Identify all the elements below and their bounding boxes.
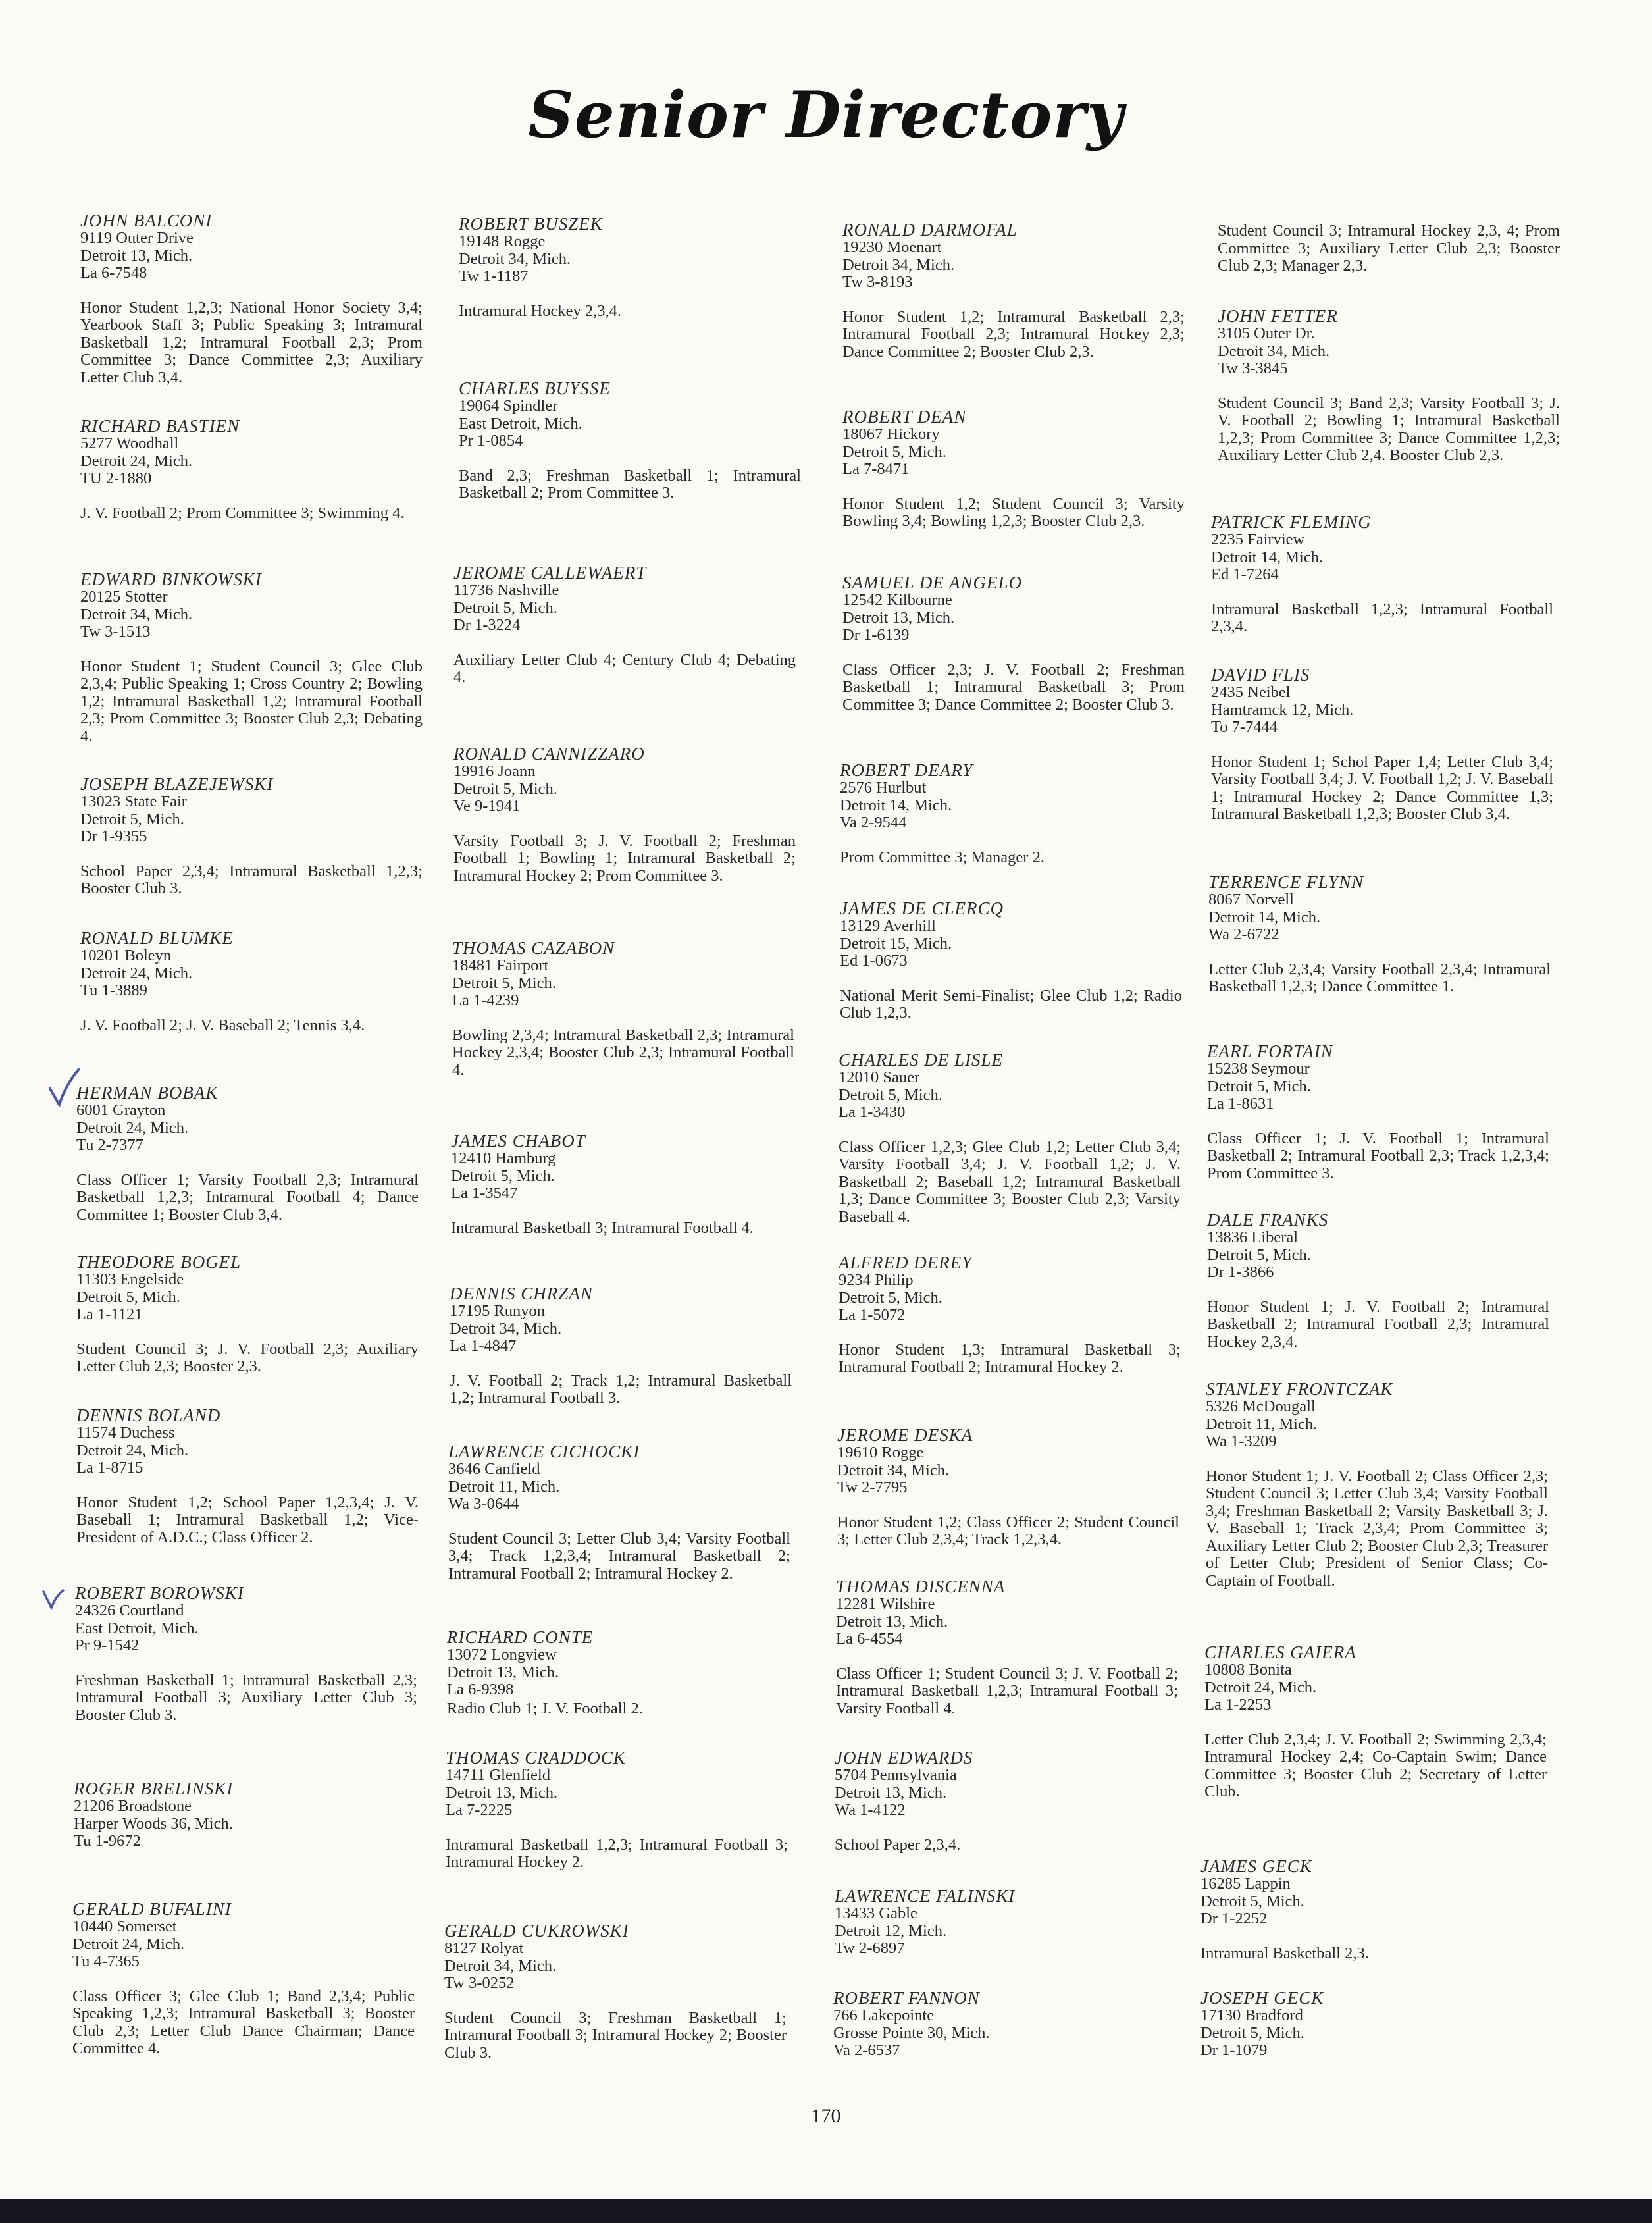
directory-entry <box>80 212 423 386</box>
activities: Class Officer 1,2,3; Glee Club 1,2; Letter Club 3,4; Varsity Football 3,4; J. V. Football 1,2; J. V. Basketball 2; Baseball 1,2; Intramural Basketball 1,3; Dance Committee 3; Booster Club 2,3; Varsity Baseball 4. <box>839 1138 1181 1226</box>
activities: National Merit Semi-Finalist; Glee Club 1,2; Radio Club 1,2,3. <box>840 986 1182 1022</box>
street-address: 9119 Outer Drive <box>80 229 194 247</box>
directory-entry <box>839 1254 1181 1376</box>
phone: Tw 3-0252 <box>444 1974 515 1992</box>
city: Detroit 34, Mich. <box>450 1319 562 1338</box>
street-address: 15238 Seymour <box>1207 1060 1310 1078</box>
directory-entry <box>840 762 1182 866</box>
phone: Wa 3-0644 <box>448 1495 519 1513</box>
phone: La 1-3430 <box>839 1103 906 1121</box>
directory-entry <box>72 1900 415 2058</box>
street-address: 766 Lakepointe <box>833 2006 935 2024</box>
street-address: 16285 Lappin <box>1200 1875 1291 1893</box>
city: Detroit 14, Mich. <box>840 796 952 814</box>
street-address: 5704 Pennsylvania <box>835 1766 957 1784</box>
activities: Band 2,3; Freshman Basketball 1; Intramural Basketball 2; Prom Committee 3. <box>459 466 801 502</box>
directory-entry <box>76 1084 419 1224</box>
student-name: JOHN BALCONI <box>80 211 213 230</box>
student-name: RONALD BLUMKE <box>80 928 234 948</box>
phone: Tu 1-3889 <box>80 981 147 999</box>
activities: Class Officer 1; Student Council 3; J. V. Football 2; Intramural Basketball 1,2,3; Intramural Football 3; Varsity Football 4. <box>836 1664 1178 1717</box>
directory-entry <box>1204 1644 1547 1801</box>
street-address: 13836 Liberal <box>1207 1228 1299 1246</box>
phone: La 6-7548 <box>80 264 147 282</box>
activities: Honor Student 1,2; Intramural Basketball 2,3; Intramural Football 2,3; Intramural Hockey 2,3; Dance Committee 2; Booster Club 2,3. <box>842 307 1185 361</box>
student-name: TERRENCE FLYNN <box>1208 872 1364 892</box>
student-name: THOMAS CAZABON <box>452 938 615 958</box>
activities: Honor Student 1; Student Council 3; Glee Club 2,3,4; Public Speaking 1; Cross Country 2; Bowling 1,2; Intramural Basketball 1,2; Intramural Football 2,3; Prom Committee 3; Booster Club 2,3; Debating 4. <box>80 657 423 745</box>
student-name: EARL FORTAIN <box>1207 1041 1333 1061</box>
student-name: THOMAS DISCENNA <box>836 1577 1006 1596</box>
directory-entry <box>835 1749 1177 1854</box>
phone: Wa 1-4122 <box>835 1801 906 1819</box>
activities: J. V. Football 2; J. V. Baseball 2; Tennis 3,4. <box>80 1016 365 1034</box>
student-name: JOSEPH BLAZEJEWSKI <box>80 774 274 794</box>
city: Detroit 5, Mich. <box>1207 1245 1311 1264</box>
city: Detroit 24, Mich. <box>80 964 193 982</box>
student-name: RONALD CANNIZZARO <box>453 744 645 764</box>
phone: La 7-8471 <box>842 460 910 478</box>
student-name: DENNIS CHRZAN <box>450 1284 593 1303</box>
city: Detroit 5, Mich. <box>80 810 184 828</box>
directory-entry <box>80 571 423 745</box>
street-address: 13072 Longview <box>447 1646 557 1663</box>
activities: Student Council 3; Letter Club 3,4; Varsity Football 3,4; Track 1,2,3,4; Intramural Basketball 2; Intramural Football 2; Intramural Hockey 2. <box>448 1529 790 1582</box>
activities: Bowling 2,3,4; Intramural Basketball 2,3; Intramural Hockey 2,3,4; Booster Club 2,3; Intramural Football 4. <box>452 1026 794 1079</box>
directory-entry <box>1200 1858 1543 1962</box>
phone: TU 2-1880 <box>80 469 152 487</box>
street-address: 18481 Fairport <box>452 956 549 974</box>
street-address: 10201 Boleyn <box>80 947 172 964</box>
directory-entry <box>450 1285 792 1407</box>
phone: Tw 2-6897 <box>835 1939 905 1957</box>
phone: Dr 1-9355 <box>80 827 147 845</box>
student-name: ROBERT BUSZEK <box>459 214 603 234</box>
street-address: 21206 Broadstone <box>74 1797 192 1815</box>
student-name: RICHARD CONTE <box>447 1627 594 1647</box>
city: East Detroit, Mich. <box>459 414 582 432</box>
activities: Student Council 3; J. V. Football 2,3; Auxiliary Letter Club 2,3; Booster 2,3. <box>76 1340 419 1375</box>
phone: Pr 1-0854 <box>459 432 523 450</box>
city: Detroit 13, Mich. <box>446 1783 558 1802</box>
activities: Student Council 3; Band 2,3; Varsity Football 3; J. V. Football 2; Bowling 1; Intramural Basketball 1,2,3; Prom Committee 3; Dance Committee 1,2,3; Auxiliary Letter Club 2,4. Booster Club 2,3. <box>1218 394 1560 464</box>
phone: Tw 2-7795 <box>837 1478 908 1496</box>
student-name: LAWRENCE FALINSKI <box>835 1886 1016 1906</box>
directory-entry <box>839 1051 1181 1226</box>
street-address: 19064 Spindler <box>459 397 558 415</box>
activities: Honor Student 1,2; Class Officer 2; Student Council 3; Letter Club 2,3,4; Track 1,2,3,4. <box>837 1513 1179 1548</box>
city: Detroit 5, Mich. <box>452 974 556 992</box>
city: Detroit 11, Mich. <box>448 1477 560 1496</box>
student-name: DENNIS BOLAND <box>76 1405 221 1425</box>
activities: Honor Student 1; Schol Paper 1,4; Letter Club 3,4; Varsity Football 3,4; J. V. Football 1,2; J. V. Baseball 1; Intramural Hockey 2; Dance Committee 1,3; Intramural Basketball 1,2,3; Booster Club 3,4. <box>1211 752 1553 823</box>
phone: Dr 1-3866 <box>1207 1263 1274 1281</box>
street-address: 2235 Fairview <box>1211 531 1305 548</box>
street-address: 8067 Norvell <box>1208 891 1294 908</box>
activities: School Paper 2,3,4; Intramural Basketball 1,2,3; Booster Club 3. <box>80 862 423 897</box>
student-name: JEROME CALLEWAERT <box>453 563 647 583</box>
directory-entry <box>80 417 423 522</box>
city: Detroit 14, Mich. <box>1211 548 1324 566</box>
directory-entry <box>1211 513 1553 636</box>
city: Detroit 34, Mich. <box>1218 342 1330 360</box>
activities: Intramural Basketball 1,2,3; Intramural Football 3; Intramural Hockey 2. <box>446 1835 788 1871</box>
street-address: 13023 State Fair <box>80 793 187 810</box>
activities: Letter Club 2,3,4; Varsity Football 2,3,4; Intramural Basketball 1,2,3; Dance Committee 1. <box>1208 960 1551 995</box>
city: Hamtramck 12, Mich. <box>1211 700 1354 719</box>
activities: Honor Student 1,2; Student Council 3; Varsity Bowling 3,4; Bowling 1,2,3; Booster Club 2,3. <box>842 494 1185 530</box>
directory-entry <box>80 775 423 898</box>
phone: Ed 1-7264 <box>1211 565 1279 583</box>
directory-entry <box>842 221 1185 361</box>
phone: Tw 3-1513 <box>80 623 151 641</box>
activities: Honor Student 1,2; School Paper 1,2,3,4; J. V. Baseball 1; Intramural Basketball 1,2; Vice-President of A.D.C.; Class Officer 2. <box>76 1493 419 1546</box>
activities: School Paper 2,3,4. <box>835 1835 961 1854</box>
activities: J. V. Football 2; Prom Committee 3; Swimming 4. <box>80 504 405 522</box>
phone: La 6-4554 <box>836 1630 903 1648</box>
directory-entry <box>75 1584 417 1724</box>
city: Detroit 13, Mich. <box>842 608 955 627</box>
student-name: JAMES GECK <box>1200 1856 1312 1876</box>
directory-entry <box>1207 1211 1549 1351</box>
phone: Va 2-9544 <box>840 814 907 831</box>
city: Detroit 5, Mich. <box>453 779 557 798</box>
street-address: 11736 Nashville <box>453 581 559 599</box>
student-name: DAVID FLIS <box>1211 665 1310 685</box>
phone: La 1-2253 <box>1204 1696 1272 1713</box>
street-address: 20125 Stotter <box>80 588 168 606</box>
directory-entry <box>453 745 796 885</box>
activities: Prom Committee 3; Manager 2. <box>840 848 1045 866</box>
continued-activities: Student Council 3; Intramural Hockey 2,3, 4; Prom Committee 3; Auxiliary Letter Club 2,3; Booster Club 2,3; Manager 2,3. <box>1218 222 1560 275</box>
activities: Intramural Hockey 2,3,4. <box>459 301 621 320</box>
directory-entry <box>833 1989 1175 2060</box>
student-name: JAMES CHABOT <box>451 1131 586 1151</box>
directory-entry <box>837 1426 1179 1549</box>
directory-entry <box>1211 666 1553 824</box>
phone: La 1-4847 <box>450 1337 517 1355</box>
street-address: 13129 Averhill <box>840 917 936 935</box>
city: Detroit 5, Mich. <box>453 598 557 617</box>
student-name: STANLEY FRONTCZAK <box>1206 1379 1393 1399</box>
street-address: 24326 Courtland <box>75 1602 184 1619</box>
directory-entry <box>76 1407 419 1546</box>
city: Detroit 24, Mich. <box>72 1935 185 1953</box>
street-address: 19916 Joann <box>453 762 536 780</box>
street-address: 19230 Moenart <box>842 238 942 256</box>
directory-entry <box>448 1443 790 1582</box>
directory-entry <box>76 1253 419 1376</box>
phone: Tu 4-7365 <box>72 1952 140 1970</box>
city: Harper Woods 36, Mich. <box>74 1814 233 1833</box>
student-name: ROBERT BOROWSKI <box>75 1583 244 1603</box>
directory-entry <box>452 939 794 1079</box>
city: Detroit 24, Mich. <box>80 452 193 470</box>
phone: Ve 9-1941 <box>453 797 521 815</box>
student-name: DALE FRANKS <box>1207 1210 1329 1230</box>
city: Detroit 13, Mich. <box>447 1663 559 1681</box>
student-name: RICHARD BASTIEN <box>80 416 240 436</box>
student-name: PATRICK FLEMING <box>1211 512 1372 532</box>
directory-entry <box>446 1749 788 1871</box>
street-address: 14711 Glenfield <box>446 1766 550 1784</box>
student-name: ROGER BRELINSKI <box>74 1779 234 1798</box>
activities: Honor Student 1,2,3; National Honor Society 3,4; Yearbook Staff 3; Public Speaking 3; Intramural Basketball 1,2; Intramural Football 2,3; Prom Committee 3; Dance Committee 2,3; Auxiliary Letter Club 3,4. <box>80 298 423 386</box>
activities: Intramural Basketball 2,3. <box>1200 1944 1369 1962</box>
activities: Intramural Basketball 1,2,3; Intramural Football 2,3,4. <box>1211 600 1553 635</box>
city: Detroit 5, Mich. <box>451 1166 555 1185</box>
street-address: 2576 Hurlbut <box>840 779 927 797</box>
phone: La 1-8631 <box>1207 1095 1274 1112</box>
city: Detroit 24, Mich. <box>76 1441 189 1459</box>
student-name: CHARLES BUYSSE <box>459 379 611 398</box>
activities: Varsity Football 3; J. V. Football 2; Freshman Football 1; Bowling 1; Intramural Basketball 2; Intramural Hockey 2; Prom Committee 3. <box>453 831 796 885</box>
continued-entry <box>1218 222 1560 275</box>
activities: Intramural Basketball 3; Intramural Football 4. <box>451 1218 754 1237</box>
city: Detroit 5, Mich. <box>1200 1892 1304 1910</box>
student-name: GERALD BUFALINI <box>72 1899 232 1919</box>
activities: Letter Club 2,3,4; J. V. Football 2; Swimming 2,3,4; Intramural Hockey 2,4; Co-Captain Swim; Dance Committee 3; Booster Club 2; Secretary of Letter Club. <box>1204 1730 1547 1800</box>
student-name: ALFRED DEREY <box>839 1253 973 1272</box>
street-address: 13433 Gable <box>835 1904 917 1922</box>
activities: Class Officer 2,3; J. V. Football 2; Freshman Basketball 1; Intramural Basketball 3; Prom Committee 3; Dance Committee 2; Booster Club 3. <box>842 660 1185 714</box>
city: Detroit 12, Mich. <box>835 1922 947 1940</box>
street-address: 11303 Engelside <box>76 1270 184 1288</box>
street-address: 17130 Bradford <box>1200 2006 1303 2024</box>
phone: Tu 1-9672 <box>74 1832 141 1850</box>
city: Detroit 13, Mich. <box>80 246 193 265</box>
street-address: 8127 Rolyat <box>444 1939 524 1957</box>
directory-entry <box>1218 307 1560 465</box>
activities: Freshman Basketball 1; Intramural Basketball 2,3; Intramural Football 3; Auxiliary Letter Club 3; Booster Club 3. <box>75 1671 417 1724</box>
phone: Dr 1-2252 <box>1200 1910 1268 1927</box>
city: Detroit 34, Mich. <box>842 255 955 274</box>
city: Detroit 24, Mich. <box>76 1118 189 1137</box>
student-name: THEODORE BOGEL <box>76 1252 242 1272</box>
street-address: 3105 Outer Dr. <box>1218 325 1315 342</box>
street-address: 5277 Woodhall <box>80 434 179 452</box>
street-address: 19610 Rogge <box>837 1444 924 1461</box>
street-address: 10440 Somerset <box>72 1918 177 1935</box>
student-name: JOHN EDWARDS <box>835 1748 973 1767</box>
street-address: 17195 Runyon <box>450 1302 545 1320</box>
phone: La 1-5072 <box>839 1306 906 1324</box>
directory-entry <box>840 900 1182 1022</box>
city: Detroit 5, Mich. <box>839 1085 942 1104</box>
street-address: 12010 Sauer <box>839 1068 920 1086</box>
city: Detroit 5, Mich. <box>839 1288 942 1307</box>
student-name: THOMAS CRADDOCK <box>446 1748 626 1767</box>
student-name: GERALD CUKROWSKI <box>444 1921 629 1941</box>
city: Detroit 5, Mich. <box>1207 1077 1311 1095</box>
directory-entry <box>444 1922 787 2062</box>
phone: Ed 1-0673 <box>840 952 908 970</box>
activities: Honor Student 1; J. V. Football 2; Intramural Basketball 2; Intramural Football 2,3; Intramural Hockey 2,3,4. <box>1207 1297 1549 1351</box>
phone: Pr 9-1542 <box>75 1636 140 1654</box>
street-address: 11574 Duchess <box>76 1424 175 1442</box>
city: Detroit 15, Mich. <box>840 934 952 953</box>
city: Detroit 5, Mich. <box>1200 2024 1304 2042</box>
page-number: 170 <box>811 2105 841 2127</box>
city: Detroit 24, Mich. <box>1204 1678 1317 1696</box>
street-address: 18067 Hickory <box>842 425 940 443</box>
directory-entry <box>1200 1989 1543 2060</box>
city: Detroit 34, Mich. <box>80 605 193 623</box>
phone: Tu 2-7377 <box>76 1136 143 1154</box>
directory-entry <box>835 1887 1177 1958</box>
directory-entry <box>1206 1380 1548 1590</box>
city: Detroit 13, Mich. <box>835 1783 947 1802</box>
phone: Dr 1-6139 <box>842 626 910 644</box>
student-name: EDWARD BINKOWSKI <box>80 569 262 589</box>
directory-entry <box>836 1578 1178 1717</box>
directory-entry <box>1207 1043 1549 1182</box>
street-address: 9234 Philip <box>839 1271 914 1289</box>
city: Detroit 5, Mich. <box>76 1288 180 1306</box>
student-name: ROBERT DEAN <box>842 407 967 427</box>
phone: To 7-7444 <box>1211 718 1278 736</box>
phone: La 1-1121 <box>76 1305 143 1323</box>
phone: Wa 1-3209 <box>1206 1432 1277 1450</box>
city: Detroit 34, Mich. <box>459 249 571 268</box>
student-name: ROBERT FANNON <box>833 1988 980 2008</box>
city: Detroit 34, Mich. <box>444 1956 557 1975</box>
city: Grosse Pointe 30, Mich. <box>833 2024 990 2042</box>
phone: La 1-8715 <box>76 1459 143 1477</box>
activities: J. V. Football 2; Track 1,2; Intramural Basketball 1,2; Intramural Football 3. <box>450 1371 792 1407</box>
directory-entry <box>1208 874 1551 996</box>
directory-entry <box>459 215 801 320</box>
directory-entry <box>453 564 796 687</box>
directory-entry <box>80 929 423 1034</box>
city: East Detroit, Mich. <box>75 1619 199 1637</box>
city: Detroit 13, Mich. <box>836 1612 948 1631</box>
activities: Honor Student 1,3; Intramural Basketball 3; Intramural Football 2; Intramural Hockey 2. <box>839 1340 1181 1376</box>
activities: Honor Student 1; J. V. Football 2; Class Officer 2,3; Student Council 3; Letter Club 3,4; Varsity Football 3,4; Freshman Basketball 2; Varsity Basketball 3; J. V. Baseball 1; Track 2,3,4; Prom Committee 3; Auxiliary Letter Club 2; Booster Club 2,3; Treasurer of Letter Club; President of Senior Class; Co-Captain of Football. <box>1206 1467 1548 1590</box>
street-address: 12542 Kilbourne <box>842 591 952 609</box>
city: Detroit 11, Mich. <box>1206 1415 1318 1433</box>
directory-entry <box>459 380 801 502</box>
student-name: CHARLES DE LISLE <box>839 1050 1004 1070</box>
phone: La 1-4239 <box>452 991 519 1009</box>
phone: Tw 1-1187 <box>459 267 529 285</box>
student-name: ROBERT DEARY <box>840 760 973 780</box>
directory-entry <box>842 408 1185 531</box>
directory-entry <box>842 574 1185 714</box>
page-title: Senior Directory <box>528 78 1124 152</box>
street-address: 2435 Neibel <box>1211 683 1291 701</box>
phone: Tw 3-3845 <box>1218 359 1288 377</box>
activities: Class Officer 3; Glee Club 1; Band 2,3,4; Public Speaking 1,2,3; Intramural Basketball 3; Booster Club 2,3; Letter Club Dance Chairman; Dance Committee 4. <box>72 1987 415 2057</box>
street-address: 10808 Bonita <box>1204 1661 1292 1679</box>
street-address: 19148 Rogge <box>459 232 546 250</box>
street-address: 3646 Canfield <box>448 1460 540 1478</box>
phone: La 1-3547 <box>451 1184 518 1202</box>
student-name: CHARLES GAIERA <box>1204 1642 1356 1662</box>
student-name: JOSEPH GECK <box>1200 1988 1324 2008</box>
student-name: JEROME DESKA <box>837 1425 973 1445</box>
activities: Radio Club 1; J. V. Football 2. <box>447 1699 643 1717</box>
student-name: LAWRENCE CICHOCKI <box>448 1442 640 1461</box>
street-address: 5326 McDougall <box>1206 1398 1316 1415</box>
phone: Va 2-6537 <box>833 2041 900 2059</box>
activities: Class Officer 1; J. V. Football 1; Intramural Basketball 2; Intramural Football 2,3; Track 1,2,3,4; Prom Committee 3. <box>1207 1129 1549 1182</box>
checkmark-icon <box>41 1588 65 1610</box>
activities: Student Council 3; Freshman Basketball 1; Intramural Football 3; Intramural Hockey 2; Booster Club 3. <box>444 2008 787 2062</box>
directory-entry <box>451 1132 793 1237</box>
activities: Class Officer 1; Varsity Football 2,3; Intramural Basketball 1,2,3; Intramural Football 4; Dance Committee 1; Booster Club 3,4. <box>76 1170 419 1224</box>
checkmark-icon <box>46 1066 82 1107</box>
phone: Wa 2-6722 <box>1208 926 1279 943</box>
phone: La 6-9398 <box>447 1681 514 1698</box>
directory-entry <box>447 1629 789 1717</box>
student-name: JAMES DE CLERCQ <box>840 899 1004 918</box>
activities: Auxiliary Letter Club 4; Century Club 4; Debating 4. <box>453 650 796 686</box>
phone: Dr 1-1079 <box>1200 2041 1268 2059</box>
city: Detroit 34, Mich. <box>837 1461 950 1479</box>
city: Detroit 5, Mich. <box>842 442 946 461</box>
student-name: JOHN FETTER <box>1218 306 1338 326</box>
student-name: SAMUEL DE ANGELO <box>842 573 1023 592</box>
student-name: HERMAN BOBAK <box>76 1083 219 1103</box>
phone: Tw 3-8193 <box>842 273 913 291</box>
street-address: 12410 Hamburg <box>451 1149 556 1167</box>
phone: La 7-2225 <box>446 1801 513 1819</box>
street-address: 6001 Grayton <box>76 1101 166 1119</box>
directory-entry <box>74 1780 416 1850</box>
city: Detroit 14, Mich. <box>1208 908 1321 926</box>
street-address: 12281 Wilshire <box>836 1595 935 1613</box>
student-name: RONALD DARMOFAL <box>842 220 1018 240</box>
phone: Dr 1-3224 <box>453 616 521 634</box>
